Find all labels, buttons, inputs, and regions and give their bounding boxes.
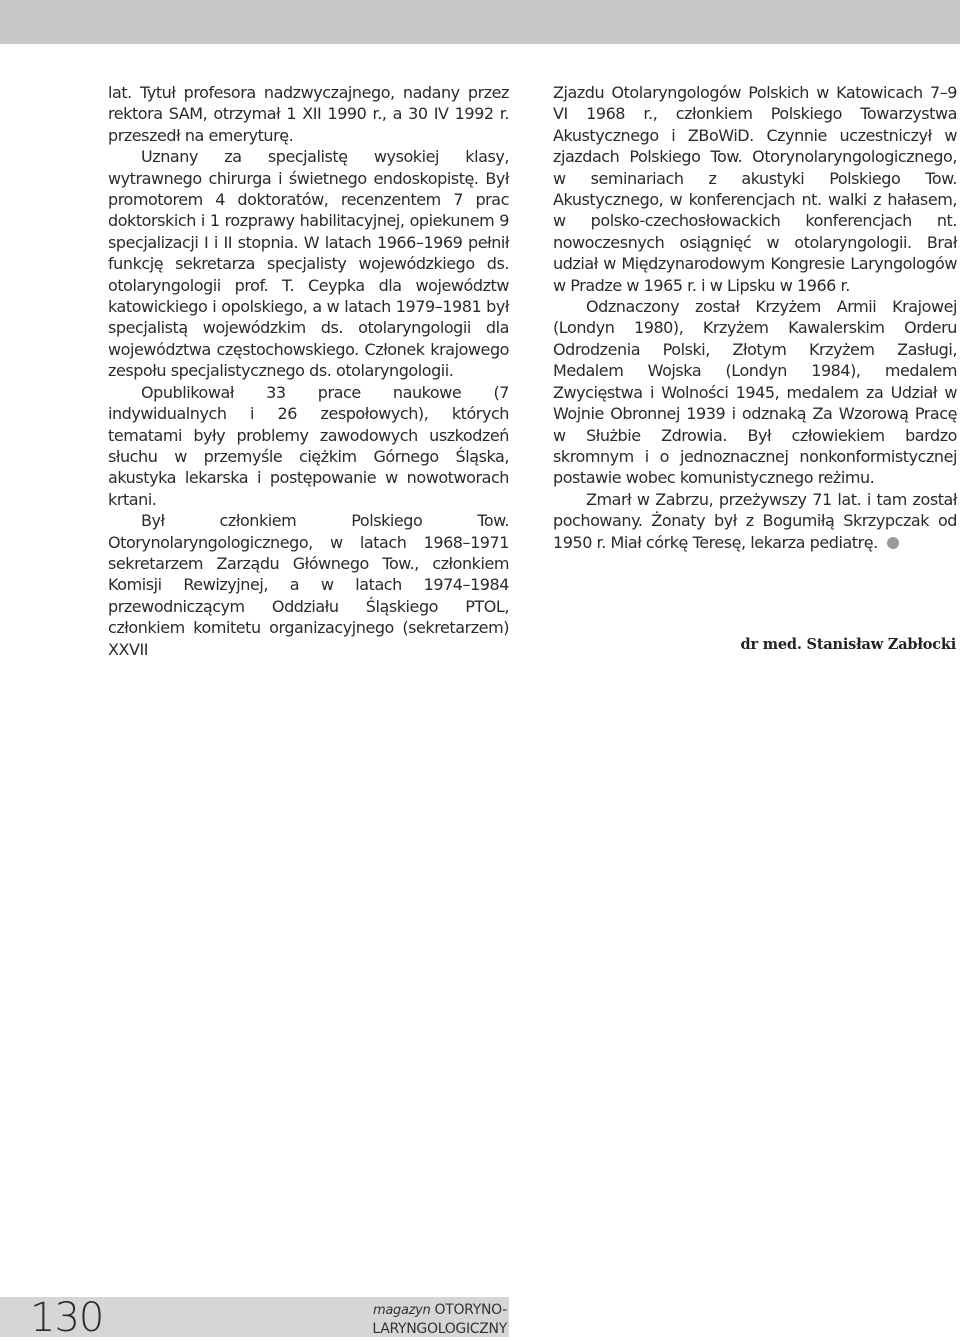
magazine-title-line2: LARYNGOLOGICZNY [372,1321,507,1337]
paragraph-publications: Opublikował 33 prace naukowe (7 indywidualnych i 26 zespołowych), których tematami były problemy zawodowych uszkodzeń słuchu w przemyśle ciężkim Górnego Śląska, akustyka lekarska i postępowanie w nowotworach krtani. [108,382,509,509]
paragraph-congress: Zjazdu Otolaryngologów Polskich w Katowicach 7–9 VI 1968 r., członkiem Polskiego Towarzystwa Akustycznego i ZBoWiD. Czynnie uczestniczył w zjazdach Polskiego Tow. Otorynolaryngologicznego, w seminariach z akustyki Polskiego Tow. Akustycznego, w konferencjach nt. walki z hałasem, w polsko-czechosłowackich konferencjach nt. nowoczesnych osiągnięć w otolaryngologii. Brał udział w Międzynarodowym Kongresie Laryngologów w Pradze w 1965 r. i w Lipsku w 1966 r. [553,83,957,295]
article-left-column [108,82,509,660]
magazine-word: magazyn [372,1303,431,1318]
header-band [0,0,960,44]
magazine-title-line1: OTORYNO- [434,1302,507,1318]
paragraph-specialist: Uznany za specjalistę wysokiej klasy, wytrawnego chirurga i świetnego endoskopistę. Był promotorem 4 doktoratów, recenzentem 7 prac doktorskich i 1 rozprawy habilitacyjnej, opiekunem 9 specjalizacji I i II stopnia. W latach 1966–1969 pełnił funkcję sekretarza specjalisty wojewódzkiego ds. otolaryngologii prof. T. Ceypka dla województw katowickiego i opolskiego, a w latach 1979–1981 był specjalistą wojewódzkim ds. otolaryngologii dla województwa częstochowskiego. Członek krajowego zespołu specjalistycznego ds. otolaryngologii. [108,147,509,381]
paragraph-death-text: Zmarł w Zabrzu, przeżywszy 71 lat. i tam został pochowany. Żonaty był z Bogumiłą Skrzypczak od 1950 r. Miał córkę Teresę, lekarza pediatrę. [553,489,957,552]
paragraph-society-membership: Był członkiem Polskiego Tow. Otorynolaryngologicznego, w latach 1968–1971 sekretarzem Zarządu Głównego Tow., członkiem Komisji Rewizyjnej, a w latach 1974–1984 przewodniczącym Oddziału Śląskiego PTOL, członkiem komitetu organizacyjnego (sekretarzem) XXVII [108,511,509,659]
article-right-column [553,82,957,553]
end-of-article-dot-icon [887,537,899,549]
page-number: 130 [30,1295,104,1341]
magazine-title [372,1301,507,1338]
article-author: dr med. Stanisław Zabłocki [740,636,956,653]
paragraph-decorations: Odznaczony został Krzyżem Armii Krajowej (Londyn 1980), Krzyżem Kawalerskim Orderu Odrodzenia Polski, Złotym Krzyżem Zasługi, Medalem Wojska (Londyn 1984), medalem Zwycięstwa i Wolności 1945, medalem za Udział w Wojnie Obronnej 1939 i odznaką Za Wzorową Pracę w Służbie Zdrowia. Był człowiekiem bardzo skromnym i o jednoznacznej nonkonformistycznej postawie wobec komunistycznego reżimu. [553,297,957,488]
paragraph-death [553,489,957,553]
paragraph-professor-title: lat. Tytuł profesora nadzwyczajnego, nadany przez rektora SAM, otrzymał 1 XII 1990 r., a 30 IV 1992 r. przeszedł na emeryturę. [108,83,509,145]
